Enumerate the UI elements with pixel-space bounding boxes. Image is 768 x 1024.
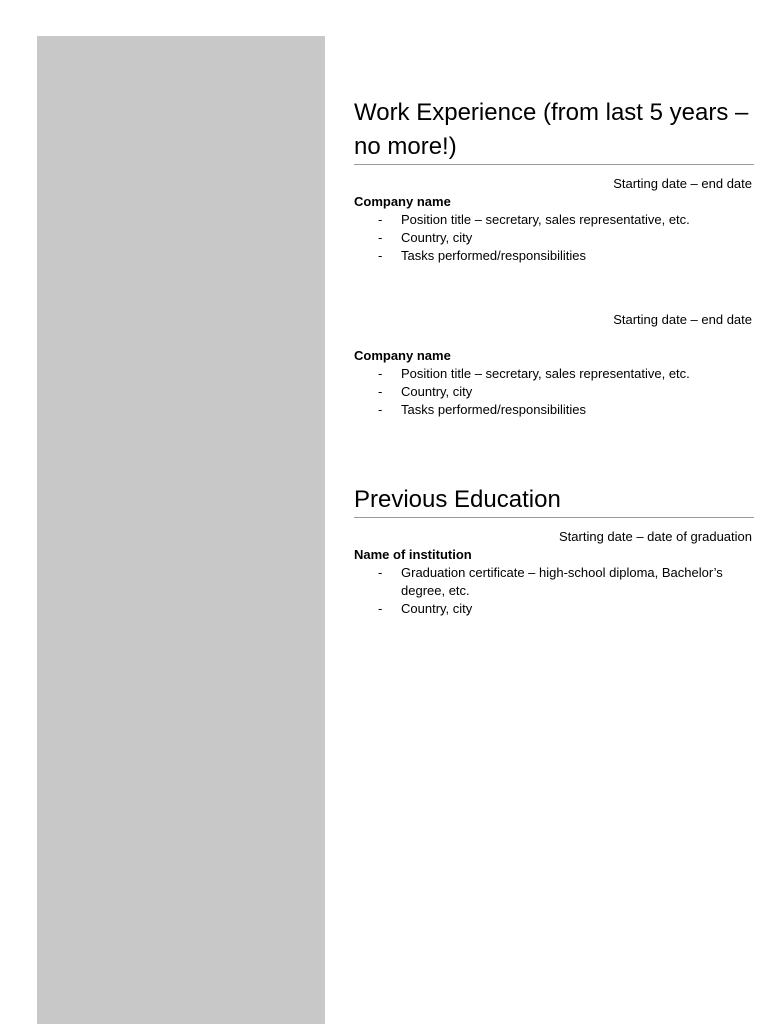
institution-name: Name of institution bbox=[354, 547, 472, 562]
bullet-dash: - bbox=[378, 402, 383, 417]
list-item-text: Graduation certificate – high-school diploma, Bachelor’s degree, etc. bbox=[401, 565, 723, 598]
list-item-text: Country, city bbox=[401, 384, 473, 399]
work-entry-details bbox=[354, 211, 754, 265]
list-item bbox=[354, 600, 754, 618]
bullet-dash: - bbox=[378, 248, 383, 263]
list-item bbox=[354, 247, 754, 265]
list-item-text: Tasks performed/responsibilities bbox=[401, 402, 586, 417]
work-entry bbox=[354, 175, 754, 265]
left-sidebar-panel bbox=[37, 36, 325, 1024]
work-entry-dates: Starting date – end date bbox=[613, 312, 752, 327]
list-item bbox=[354, 564, 754, 600]
bullet-dash: - bbox=[378, 384, 383, 399]
list-item bbox=[354, 211, 754, 229]
resume-content bbox=[354, 96, 754, 618]
list-item bbox=[354, 229, 754, 247]
education-heading: Previous Education bbox=[354, 483, 754, 518]
education-entry-dates: Starting date – date of graduation bbox=[559, 529, 752, 544]
company-name: Company name bbox=[354, 194, 451, 209]
list-item bbox=[354, 383, 754, 401]
list-item bbox=[354, 401, 754, 419]
bullet-dash: - bbox=[378, 601, 383, 616]
education-section bbox=[354, 483, 754, 618]
bullet-dash: - bbox=[378, 565, 383, 580]
list-item-text: Country, city bbox=[401, 230, 473, 245]
work-experience-section bbox=[354, 96, 754, 419]
bullet-dash: - bbox=[378, 212, 383, 227]
list-item bbox=[354, 365, 754, 383]
bullet-dash: - bbox=[378, 366, 383, 381]
list-item-text: Position title – secretary, sales representative, etc. bbox=[401, 212, 690, 227]
company-name: Company name bbox=[354, 348, 451, 363]
list-item-text: Position title – secretary, sales representative, etc. bbox=[401, 366, 690, 381]
bullet-dash: - bbox=[378, 230, 383, 245]
education-entry bbox=[354, 528, 754, 618]
education-entry-details bbox=[354, 564, 754, 618]
list-item-text: Tasks performed/responsibilities bbox=[401, 248, 586, 263]
list-item-text: Country, city bbox=[401, 601, 473, 616]
work-entry bbox=[354, 311, 754, 419]
work-experience-heading: Work Experience (from last 5 years – no more!) bbox=[354, 96, 754, 165]
work-entry-dates: Starting date – end date bbox=[613, 176, 752, 191]
work-entry-details bbox=[354, 365, 754, 419]
